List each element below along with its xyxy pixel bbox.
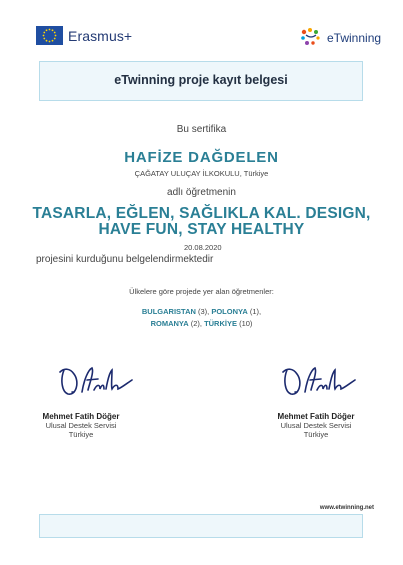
country-count: (2),	[188, 319, 205, 328]
project-title-line-2: HAVE FUN, STAY HEALTHY	[98, 221, 305, 238]
country-count: (1),	[247, 307, 262, 316]
signer-country: Türkiye	[303, 430, 329, 439]
signer-name: Mehmet Fatih Döğer	[42, 412, 120, 421]
teacher-name: HAFİZE DAĞDELEN	[124, 149, 279, 166]
country-count: (3),	[195, 307, 212, 316]
title-banner	[39, 61, 363, 101]
country-name: POLONYA	[211, 307, 248, 316]
etwinning-logo-icon	[298, 27, 324, 49]
signer-office: Ulusal Destek Servisi	[45, 421, 117, 430]
erasmus-logo-text: Erasmus+	[68, 28, 133, 44]
country-name: ROMANYA	[150, 319, 189, 328]
eu-flag-icon	[36, 26, 63, 45]
role-text: adlı öğretmenin	[167, 187, 236, 198]
signer-left	[11, 412, 151, 439]
countries-line-2	[0, 319, 403, 328]
intro-text: Bu sertifika	[176, 124, 227, 135]
signer-country: Türkiye	[68, 430, 94, 439]
countries-line-1	[0, 307, 403, 316]
signature-left	[54, 362, 134, 400]
school-name: ÇAĞATAY ULUÇAY İLKOKULU, Türkiye	[134, 169, 269, 178]
country-name: BULGARISTAN	[141, 307, 196, 316]
project-title	[30, 206, 373, 238]
etwinning-logo-text: eTwinning	[327, 31, 382, 45]
project-date: 20.08.2020	[184, 243, 222, 252]
signer-right	[246, 412, 386, 439]
signer-office: Ulusal Destek Servisi	[280, 421, 352, 430]
signature-right	[277, 362, 357, 400]
website-link[interactable]: www.etwinning.net	[319, 505, 374, 511]
countries-intro: Ülkelere göre projede yer alan öğretmenler:	[129, 287, 274, 296]
country-name: TÜRKİYE	[204, 319, 237, 328]
certificate-title: eTwinning proje kayıt belgesi	[114, 73, 288, 87]
country-count: (10)	[236, 319, 253, 328]
project-title-line-1: TASARLA, EĞLEN, SAĞLIKLA KAL. DESIGN,	[32, 205, 371, 222]
certification-text: projesini kurduğunu belgelendirmektedir	[36, 254, 214, 265]
footer-bar	[39, 514, 363, 538]
signer-name: Mehmet Fatih Döğer	[277, 412, 355, 421]
